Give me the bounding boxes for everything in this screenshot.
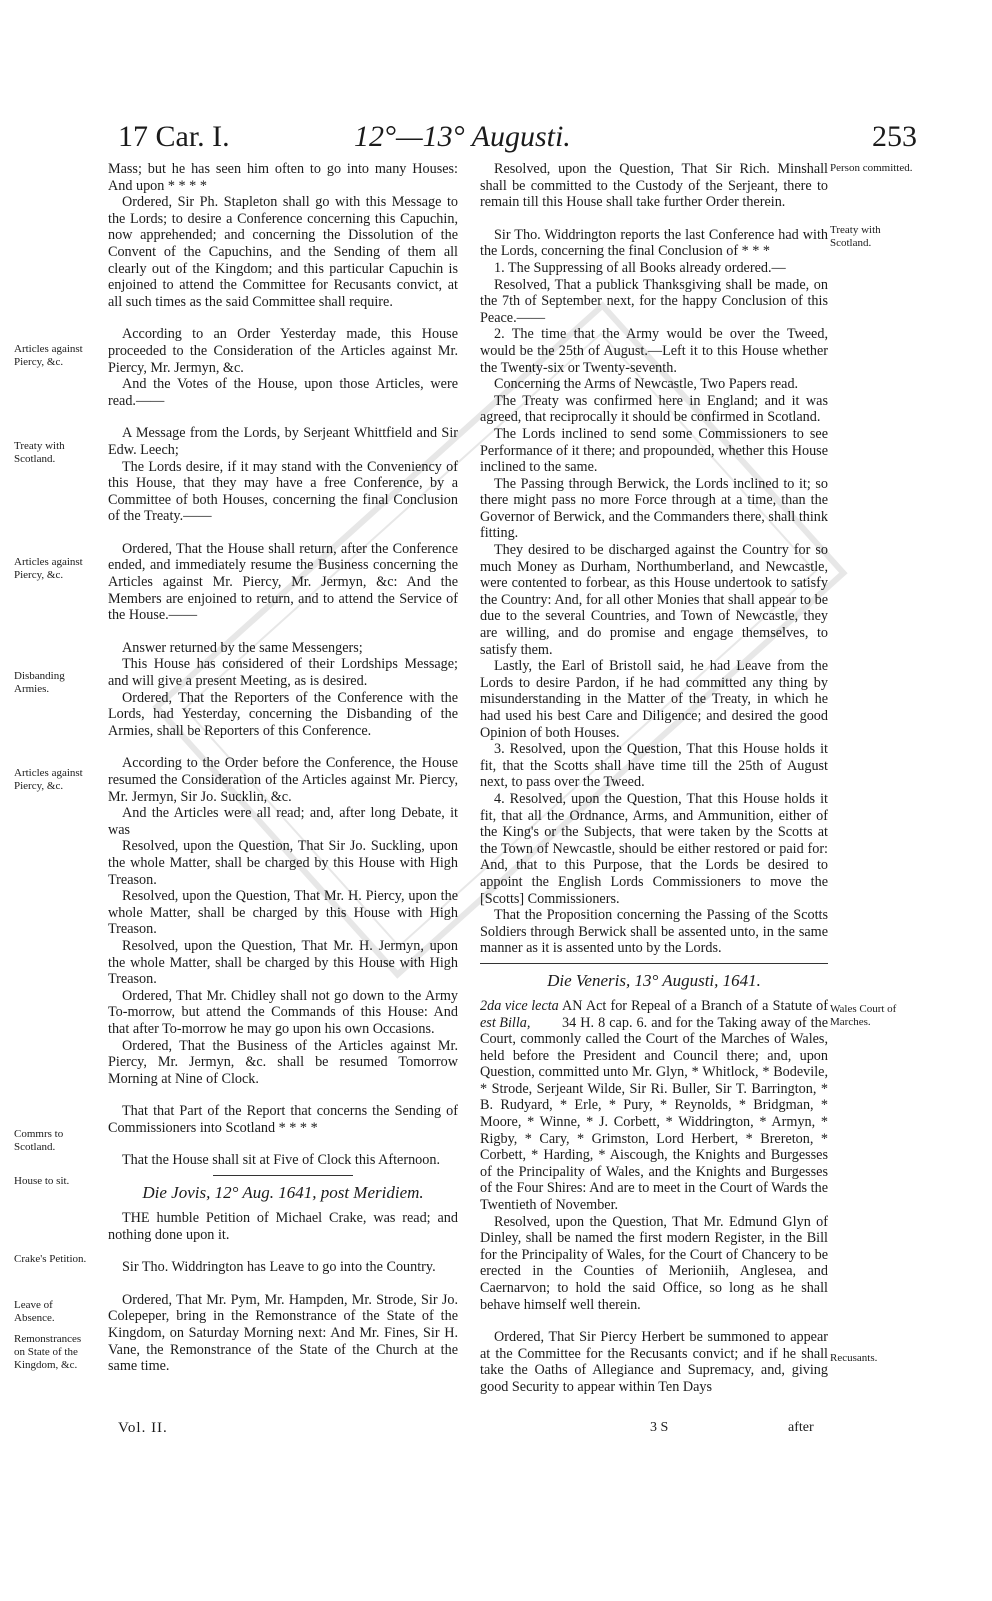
paragraph: According to an Order Yesterday made, this House proceeded to the Consideration of the Articles against Mr. Piercy, Mr. Jermyn, &c. bbox=[108, 326, 458, 376]
date-heading: Die Veneris, 13° Augusti, 1641. bbox=[547, 970, 761, 990]
left-column bbox=[108, 161, 458, 1375]
paragraph: That the Proposition concerning the Passing of the Scotts Soldiers through Berwick shall be assented unto, in the same manner as it is assented unto by the Lords. bbox=[480, 907, 828, 957]
margin-note: Articles against Piercy, &c. bbox=[14, 767, 83, 792]
paragraph: 2. The time that the Army would be over the Tweed, would be the 25th of August.—Left it to this House whether the Twenty-six or Twenty-seventh. bbox=[480, 326, 828, 376]
margin-note: Crake's Petition. bbox=[14, 1253, 87, 1265]
margin-note: Treaty with Scotland. bbox=[14, 440, 65, 465]
paragraph: Sir Tho. Widdrington reports the last Conference had with the Lords, concerning the final Conclusion of * * * bbox=[480, 226, 828, 260]
margin-note: House to sit. bbox=[14, 1175, 70, 1187]
margin-note: Recusants. bbox=[830, 1352, 878, 1364]
volume-mark: Vol. II. bbox=[118, 1420, 168, 1436]
paragraph: Answer returned by the same Messengers; bbox=[122, 639, 363, 656]
paragraph: 4. Resolved, upon the Question, That this House holds it fit, that all the Ordnance, Arms, and Ammunition, either of the King's or the Subjects, that were taken by the Scotts at the Town of Newcastle, should be either restored or paid for: And, that to this Purpose, that the Lords be desired to appoint the English Lords Commissioners to move the [Scotts] Commissioners. bbox=[480, 790, 828, 907]
running-head-left: 17 Car. I. bbox=[118, 120, 230, 153]
catchword: after bbox=[788, 1420, 814, 1435]
margin-note: Articles against Piercy, &c. bbox=[14, 556, 83, 581]
paragraph: The Passing through Berwick, the Lords inclined to it; so there might pass no more Force through at a time, than the Governor of Berwick, and the Commanders there, shall think fitting. bbox=[480, 475, 828, 542]
running-head-date: 12°—13° Augusti. bbox=[354, 120, 571, 153]
margin-note: Person committed. bbox=[830, 162, 913, 174]
paragraph: The Treaty was confirmed here in England; and it was agreed, that reciprocally it should be confirmed in Scotland. bbox=[480, 392, 828, 426]
signature-mark: 3 S bbox=[650, 1420, 669, 1435]
paragraph: That the House shall sit at Five of Clock this Afternoon. bbox=[122, 1152, 440, 1169]
date-heading: Die Jovis, 12° Aug. 1641, post Meridiem. bbox=[142, 1183, 424, 1203]
paragraph: That that Part of the Report that concerns the Sending of Commissioners into Scotland * * * * bbox=[108, 1103, 458, 1136]
paragraph: Resolved, upon the Question, That Mr. H. Piercy, upon the whole Matter, shall be charged by this House with High Treason. bbox=[108, 888, 458, 938]
paragraph: According to the Order before the Conference, the House resumed the Consideration of the Articles against Mr. Piercy, Mr. Jermyn, Sir Jo. Sucklin, &c. bbox=[108, 755, 458, 805]
paragraph: Resolved, upon the Question, That Sir Rich. Minshall shall be committed to the Custody of the Serjeant, there to remain till this House shall take further Order therein. bbox=[480, 161, 828, 211]
paragraph: The Lords inclined to send some Commissioners to see Performance of it there; and propounded, whether this House inclined to the same. bbox=[480, 425, 828, 476]
paragraph: Concerning the Arms of Newcastle, Two Papers read. bbox=[494, 376, 799, 393]
bill-entry bbox=[480, 998, 828, 1214]
paragraph: 3. Resolved, upon the Question, That this House holds it fit, that the Scotts shall have time till the 25th of August next, to pass over the Tweed. bbox=[480, 741, 828, 791]
paragraph: Ordered, That Mr. Chidley shall not go down to the Army To-morrow, but attend the Commands of this House: And that after To-morrow he may go upon his own Occasions. bbox=[108, 987, 458, 1037]
paragraph: And the Articles were all read; and, after long Debate, it was bbox=[108, 805, 458, 838]
bill-reading-note: 2da vice lecta est Billa, bbox=[480, 997, 559, 1031]
paragraph: They desired to be discharged against the Country for so much Money as Durham, Northumberland, and Newcastle, were contented to forbear, as this House undertook to satisfy the Country: And, for all other Monies that shall appear to be due to the several Countries, and Town of Newcastle, they are willing, and do promise and engage themselves, to satisfy them. bbox=[480, 542, 828, 658]
paragraph: And the Votes of the House, upon those Articles, were read.—— bbox=[108, 376, 458, 409]
margin-note: Remonstrances on State of the Kingdom, &c. bbox=[14, 1333, 82, 1371]
paragraph: AN Act for Repeal of a Branch of a Statute of 34 H. 8 cap. 6. and for the Taking away of the Court, commonly called the Court of the Marches of Wales, held before the President and Council there; and, upon Question, committed unto Mr. Glyn, * Whitlock, * Bodevile, * Strode, Serjeant Wilde, Sir Ri. Buller, Sir T. Barrington, * B. Rudyard, * Erle, * Pury, * Reynolds, * Bridgman, * Moore, * Winne, * J. Corbett, * Widdrington, * Armyn, * Rigby, * Cary, * Grimston, Lord Herbert, * Brereton, * Corbett, * Harding, * Aiscough, the Knights and Burgesses of the Principality of Wales, and the Knights and Burgesses of the Four Shires: And are to meet in the Court of Wards the Twentieth of November. bbox=[480, 997, 828, 1214]
margin-note: Wales Court of Marches. bbox=[830, 1003, 897, 1028]
paragraph: 1. The Suppressing of all Books already ordered.— bbox=[494, 259, 786, 276]
paragraph: Ordered, That the Reporters of the Conference with the Lords, had Yesterday, concerning the Disbanding of the Armies, shall be Reporters of this Conference. bbox=[108, 689, 458, 739]
paragraph: Resolved, That a publick Thanksgiving shall be made, on the 7th of September next, for the happy Conclusion of this Peace.—— bbox=[480, 276, 828, 326]
paragraph: Ordered, That Mr. Pym, Mr. Hampden, Mr. Strode, Sir Jo. Colepeper, bring in the Remonstrance of the State of the Kingdom, on Saturday Morning next: And Mr. Fines, Sir H. Vane, the Remonstrance of the State of the Church at the same time. bbox=[108, 1291, 458, 1375]
margin-note: Treaty with Scotland. bbox=[830, 224, 881, 249]
margin-note: Commrs to Scotland. bbox=[14, 1128, 64, 1153]
page-number: 253 bbox=[872, 120, 917, 153]
paragraph: THE humble Petition of Michael Crake, was read; and nothing done upon it. bbox=[108, 1210, 458, 1243]
paragraph: The Lords desire, if it may stand with the Conveniency of this House, that they may have a free Conference, by a Committee of both Houses, concerning the final Conclusion of the Treaty.—— bbox=[108, 458, 458, 525]
paragraph: Lastly, the Earl of Bristoll said, he had Leave from the Lords to desire Pardon, if he had committed any thing by misunderstanding in the Matter of the Treaty, in which he had used his best Care and Diligence; and desired the good Opinion of both Houses. bbox=[480, 658, 828, 741]
margin-note: Articles against Piercy, &c. bbox=[14, 343, 83, 368]
paragraph: Resolved, upon the Question, That Mr. H. Jermyn, upon the whole Matter, shall be charged by this House with High Treason. bbox=[108, 937, 458, 988]
paragraph: Ordered, That the Business of the Articles against Mr. Piercy, Mr. Jermyn, &c. shall be resumed Tomorrow Morning at Nine of Clock. bbox=[108, 1037, 458, 1087]
paragraph: This House has considered of their Lordships Message; and will give a present Meeting, as is desired. bbox=[108, 656, 458, 690]
paragraph: Ordered, That Sir Piercy Herbert be summoned to appear at the Committee for the Recusants convict; and if he shall take the Oaths of Allegiance and Supremacy, and, giving good Security to appear within Ten Days bbox=[480, 1329, 828, 1395]
paragraph: Ordered, That the House shall return, after the Conference ended, and immediately resume the Business concerning the Articles against Mr. Piercy, Mr. Jermyn, &c: And the Members are enjoined to return, and to attend the Service of the House.—— bbox=[108, 540, 458, 624]
paragraph: Ordered, Sir Ph. Stapleton shall go with this Message to the Lords; to desire a Conference concerning this Capuchin, now apprehended; and concerning the Dissolution of the Convent of the Capuchins, and the Sending of them all clearly out of the Kingdom; and this particular Capuchin is enjoined to attend the Committee for Recusants convict, at all such times as the said Committee shall require. bbox=[108, 194, 458, 310]
paragraph: Resolved, upon the Question, That Sir Jo. Suckling, upon the whole Matter, shall be charged by this House with High Treason. bbox=[108, 838, 458, 888]
margin-note: Disbanding Armies. bbox=[14, 670, 65, 695]
paragraph: Mass; but he has seen him often to go into many Houses: And upon * * * * bbox=[108, 161, 458, 194]
paragraph: Resolved, upon the Question, That Mr. Edmund Glyn of Dinley, shall be named the first modern Register, in the Bill for the Principality of Wales, for the Court of Chancery to be erected in the Counties of Merioniih, Anglesea, and Caernarvon; to hold the said Office, so long as he shall behave himself well therein. bbox=[480, 1213, 828, 1313]
paragraph: Sir Tho. Widdrington has Leave to go into the Country. bbox=[122, 1259, 436, 1276]
paragraph: A Message from the Lords, by Serjeant Whittfield and Sir Edw. Leech; bbox=[108, 425, 458, 458]
margin-note: Leave of Absence. bbox=[14, 1299, 55, 1324]
right-column bbox=[480, 161, 828, 1396]
